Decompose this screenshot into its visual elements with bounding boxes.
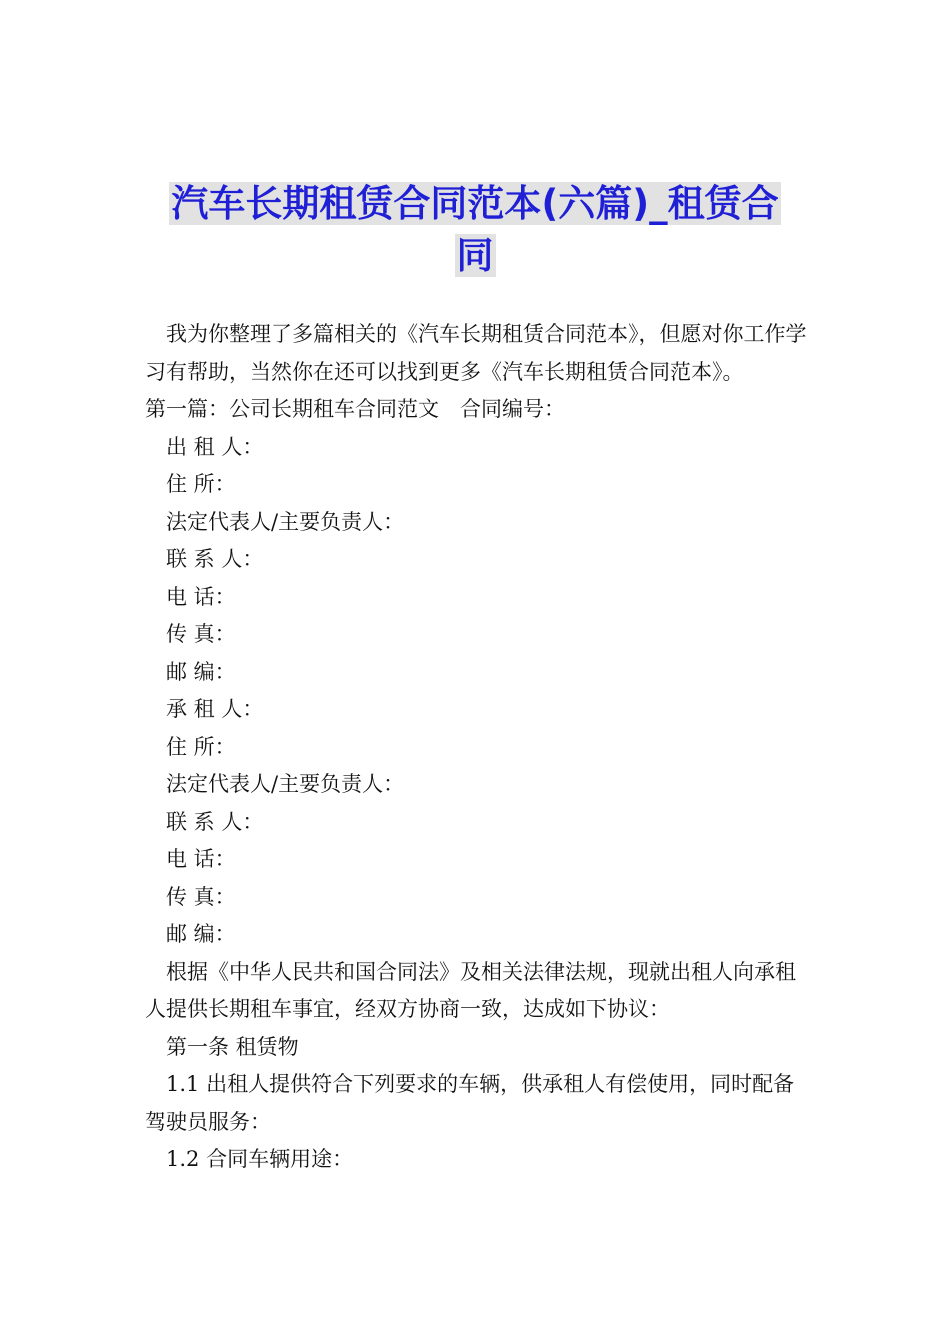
lessor-field: 邮 编： xyxy=(166,659,236,684)
lessee-field: 住 所： xyxy=(166,734,236,759)
lessee-field: 邮 编： xyxy=(166,922,236,946)
lessor-field: 传 真： xyxy=(166,622,236,646)
lessor-field: 出 租 人： xyxy=(166,434,264,459)
section-heading: 第一篇：公司长期租车合同范文 合同编号： xyxy=(145,397,565,421)
clause-1-2: 1.2 合同车辆用途： xyxy=(166,1147,354,1171)
intro-paragraph: 我为你整理了多篇相关的《汽车长期租赁合同范本》，但愿对你工作学习有帮助，当然你在还可以找到更多《汽车长期租赁合同范本》。 xyxy=(145,322,807,384)
lessor-field: 电 话： xyxy=(166,584,236,609)
document-body xyxy=(145,316,807,1179)
lessee-field: 联 系 人： xyxy=(166,809,264,834)
lessee-field: 电 话： xyxy=(166,847,236,871)
lessee-field: 承 租 人： xyxy=(166,697,264,721)
clause-1-1: 1.1 出租人提供符合下列要求的车辆，供承租人有偿使用，同时配备驾驶员服务： xyxy=(145,1072,795,1134)
preamble-paragraph: 根据《中华人民共和国合同法》及相关法律法规，现就出租人向承租人提供长期租车事宜，经双方协商一致，达成如下协议： xyxy=(145,959,796,1021)
lessee-field: 传 真： xyxy=(166,884,236,909)
lessor-field: 住 所： xyxy=(166,472,236,496)
document-title xyxy=(145,178,805,282)
lessor-field: 法定代表人/主要负责人： xyxy=(166,509,405,534)
title-line-1: 汽车长期租赁合同范本(六篇)_租赁合 xyxy=(171,182,779,225)
title-line-2: 同 xyxy=(456,234,494,277)
lessor-field: 联 系 人： xyxy=(166,547,264,571)
article-1-title: 第一条 租赁物 xyxy=(166,1034,299,1059)
lessee-field: 法定代表人/主要负责人： xyxy=(166,772,405,796)
